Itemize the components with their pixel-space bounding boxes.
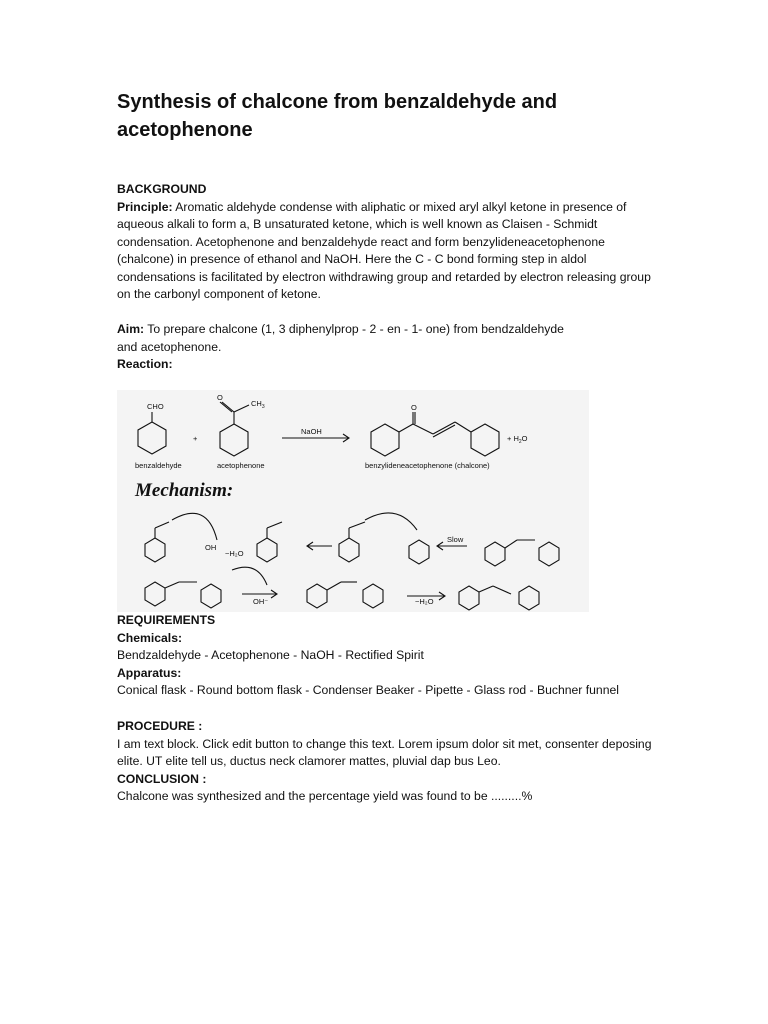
acetophenone-caption: acetophenone: [217, 461, 265, 470]
requirements-heading: REQUIREMENTS: [117, 613, 216, 627]
principle-label: Principle:: [117, 199, 173, 214]
water-loss-label-2: −H₂O: [415, 597, 434, 606]
aim-section: [117, 321, 652, 374]
naoh-label: NaOH: [301, 427, 322, 436]
reaction-mechanism-figure: [117, 390, 589, 612]
slow-step-label: Slow: [447, 535, 464, 544]
apparatus-list: Conical flask - Round bottom flask - Condenser Beaker - Pipette - Glass rod - Buchner funnel: [117, 683, 619, 697]
procedure-section: [117, 718, 652, 806]
reaction-scheme-svg: [117, 390, 589, 612]
principle-paragraph: [117, 199, 652, 304]
ch3-label: $CH_3$: [251, 399, 265, 410]
water-loss-label: −H₂O: [225, 549, 244, 558]
procedure-heading: PROCEDURE :: [117, 719, 203, 733]
chemicals-list: Bendzaldehyde - Acetophenone - NaOH - Rectified Spirit: [117, 648, 424, 662]
product-caption: benzylideneacetophenone (chalcone): [365, 461, 490, 470]
page-title: Synthesis of chalcone from benzaldehyde and acetophenone: [117, 91, 558, 141]
background-section: [117, 181, 652, 304]
water-label: + $H_2O$: [507, 434, 528, 445]
aim-text: To prepare chalcone (1, 3 diphenylprop - 2 - en - 1- one) from bendzaldehyde: [144, 322, 564, 336]
figure-background: [117, 390, 589, 612]
oxygen-label: O: [217, 393, 223, 402]
background-heading: BACKGROUND: [117, 182, 207, 196]
reaction-label: Reaction:: [117, 357, 173, 371]
mechanism-heading: Mechanism:: [135, 480, 234, 501]
hydroxide-label: OH: [205, 543, 217, 552]
cho-label: CHO: [147, 402, 164, 411]
aim-label: Aim:: [117, 322, 145, 336]
chemicals-label: Chemicals:: [117, 630, 183, 645]
requirements-section: [117, 612, 652, 700]
plus-sign: +: [193, 434, 198, 443]
aim-line-1: [117, 321, 652, 339]
hydroxide-label-2: OH⁻: [253, 597, 269, 606]
benzaldehyde-caption: benzaldehyde: [135, 461, 182, 470]
principle-text: Aromatic aldehyde condense with aliphatic or mixed aryl alkyl ketone in presence of aqueous alkali to form a, B unsaturated ketone, which is well known as Claisen - Schmidt condensation. Acetophenone and benzaldehyde react and form benzylideneacetophenone (chalcone) in presence of ethanol and NaOH. Here the C - C bond forming step in aldol condensations is facilitated by electron withdrawing group and retarded by electron releasing group on the carbonyl component of ketone.: [117, 199, 651, 301]
conclusion-heading: CONCLUSION :: [117, 771, 207, 786]
product-oxygen-label: O: [411, 403, 417, 412]
conclusion-text: Chalcone was synthesized and the percentage yield was found to be .........%: [117, 789, 533, 803]
procedure-text: I am text block. Click edit button to change this text. Lorem ipsum dolor sit met, consenter deposing elite. UT elite tell us, ductus neck clamorer mattes, pluvial dap bus Leo.: [117, 736, 652, 768]
apparatus-label: Apparatus:: [117, 665, 182, 680]
aim-line-2: and acetophenone.: [117, 339, 222, 354]
